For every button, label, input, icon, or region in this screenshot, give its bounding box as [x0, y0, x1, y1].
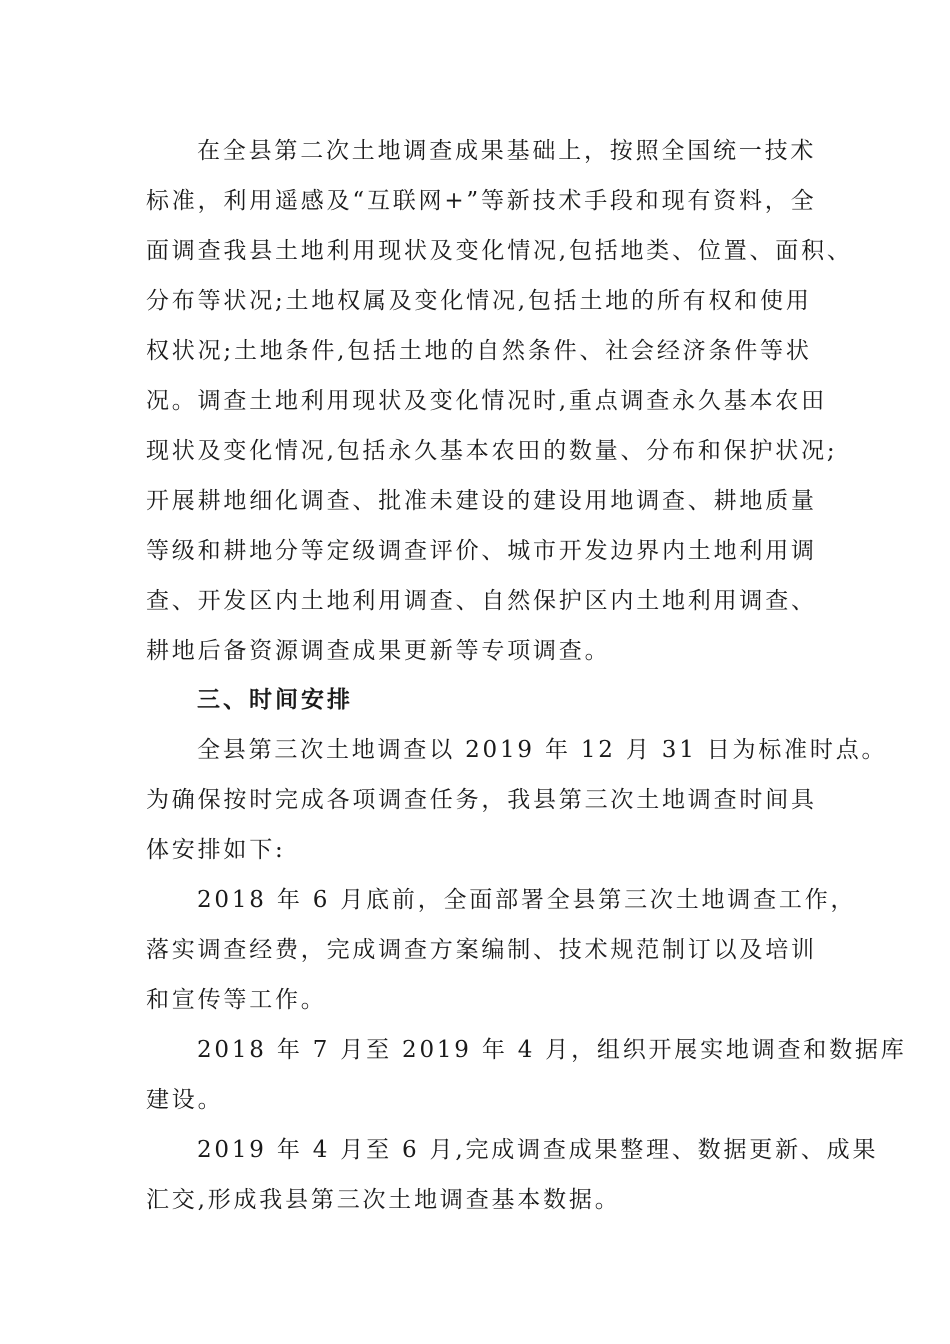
- paragraph-1-line-6: 况。调查土地利用现状及变化情况时,重点调查永久基本农田: [146, 388, 827, 414]
- paragraph-3-line-2: 落实调查经费，完成调查方案编制、技术规范制订以及培训: [146, 937, 817, 963]
- paragraph-3-line-3: 和宣传等工作。: [146, 987, 327, 1013]
- paragraph-2-line-2: 为确保按时完成各项调查任务，我县第三次土地调查时间具: [146, 787, 817, 813]
- section-heading: 三、时间安排: [197, 687, 353, 713]
- paragraph-3-line-1: 2018 年 6 月底前，全面部署全县第三次土地调查工作，: [197, 887, 857, 913]
- paragraph-1-line-10: 查、开发区内土地利用调查、自然保护区内土地利用调查、: [146, 588, 817, 614]
- paragraph-1-line-2: 标准，利用遥感及“互联网+”等新技术手段和现有资料，全: [146, 188, 817, 214]
- paragraph-1-line-1: 在全县第二次土地调查成果基础上，按照全国统一技术: [197, 138, 817, 164]
- paragraph-1-line-9: 等级和耕地分等定级调查评价、城市开发边界内土地利用调: [146, 538, 817, 564]
- paragraph-5-line-2: 汇交,形成我县第三次土地调查基本数据。: [146, 1187, 621, 1213]
- paragraph-1-line-8: 开展耕地细化调查、批准未建设的建设用地调查、耕地质量: [146, 488, 817, 514]
- paragraph-1-line-5: 权状况;土地条件,包括土地的自然条件、社会经济条件等状: [146, 338, 812, 364]
- paragraph-2-line-3: 体安排如下:: [146, 837, 286, 863]
- paragraph-1-line-3: 面调查我县土地利用现状及变化情况,包括地类、位置、面积、: [146, 238, 853, 264]
- paragraph-4-line-1: 2018 年 7 月至 2019 年 4 月，组织开展实地调查和数据库: [197, 1037, 907, 1063]
- paragraph-1-line-11: 耕地后备资源调查成果更新等专项调查。: [146, 638, 611, 664]
- paragraph-4-line-2: 建设。: [146, 1087, 224, 1113]
- paragraph-2-line-1: 全县第三次土地调查以 2019 年 12 月 31 日为标准时点。: [197, 737, 888, 763]
- paragraph-1-line-4: 分布等状况;土地权属及变化情况,包括土地的所有权和使用: [146, 288, 812, 314]
- paragraph-1-line-7: 现状及变化情况,包括永久基本农田的数量、分布和保护状况;: [146, 438, 838, 464]
- paragraph-5-line-1: 2019 年 4 月至 6 月,完成调查成果整理、数据更新、成果: [197, 1137, 879, 1163]
